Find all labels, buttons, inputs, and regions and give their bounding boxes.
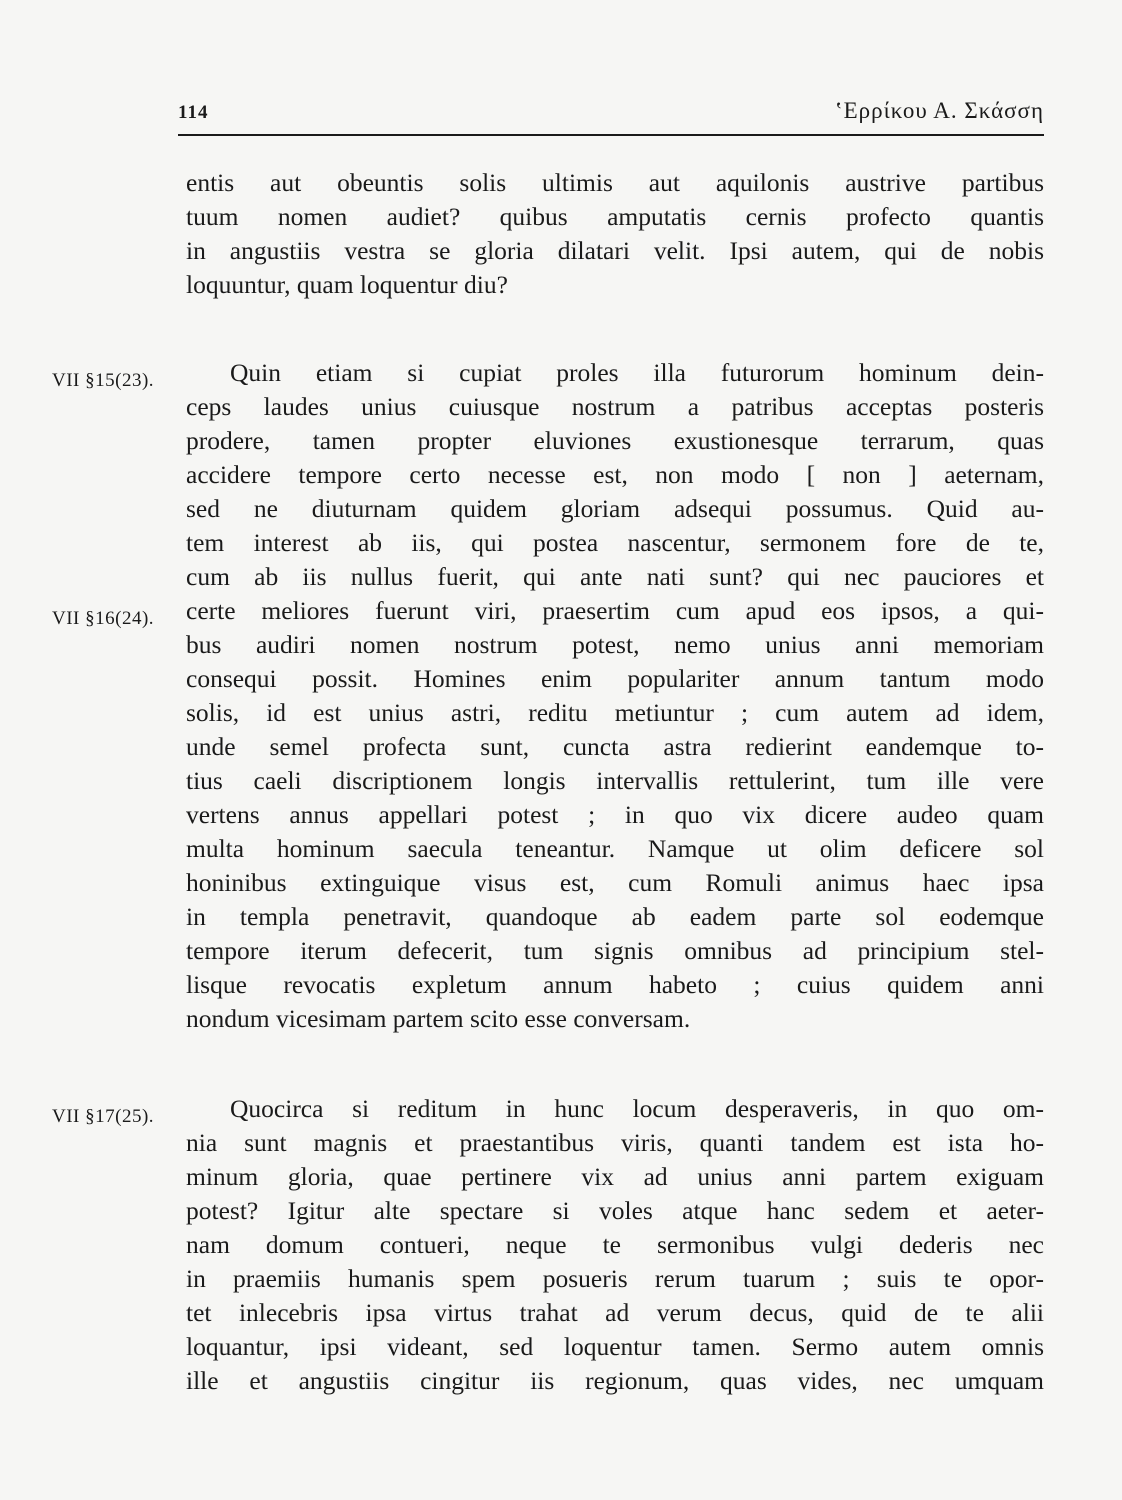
text-line: bus audiri nomen nostrum potest, nemo unius anni memoriam: [186, 630, 1044, 659]
text-line: potest? Igitur alte spectare si voles atque hanc sedem et aeter-: [186, 1196, 1044, 1225]
text-line: cum ab iis nullus fuerit, qui ante nati sunt? qui nec pauciores et: [186, 562, 1044, 591]
text-line: sed ne diuturnam quidem gloriam adsequi possumus. Quid au-: [186, 494, 1044, 523]
page-header: [178, 96, 1044, 136]
text-line: Quocirca si reditum in hunc locum desperaveris, in quo om-: [230, 1094, 1044, 1123]
text-line: accidere tempore certo necesse est, non modo [ non ] aeternam,: [186, 460, 1044, 489]
text-line: honinibus extinguique visus est, cum Romuli animus haec ipsa: [186, 868, 1044, 897]
text-line: tempore iterum defecerit, tum signis omnibus ad principium stel-: [186, 936, 1044, 965]
text-line: Quin etiam si cupiat proles illa futurorum hominum dein-: [230, 358, 1044, 387]
text-line: minum gloria, quae pertinere vix ad unius anni partem exiguam: [186, 1162, 1044, 1191]
text-line: solis, id est unius astri, reditu metiuntur ; cum autem ad idem,: [186, 698, 1044, 727]
text-line: unde semel profecta sunt, cuncta astra redierint eandemque to-: [186, 732, 1044, 761]
text-line: in praemiis humanis spem posueris rerum tuarum ; suis te opor-: [186, 1264, 1044, 1293]
text-line: consequi possit. Homines enim populariter annum tantum modo: [186, 664, 1044, 693]
text-line: multa hominum saecula teneantur. Namque ut olim deficere sol: [186, 834, 1044, 863]
text-line: nondum vicesimam partem scito esse conversam.: [186, 1004, 691, 1033]
text-line: in angustiis vestra se gloria dilatari velit. Ipsi autem, qui de nobis: [186, 236, 1044, 265]
marginal-reference: VII §17(25).: [52, 1106, 155, 1127]
text-line: ille et angustiis cingitur iis regionum, quas vides, nec umquam: [186, 1366, 1044, 1395]
text-line: lisque revocatis expletum annum habeto ; cuius quidem anni: [186, 970, 1044, 999]
text-line: tius caeli discriptionem longis intervallis rettulerint, tum ille vere: [186, 766, 1044, 795]
text-line: nam domum contueri, neque te sermonibus vulgi dederis nec: [186, 1230, 1044, 1259]
text-line: tet inlecebris ipsa virtus trahat ad verum decus, quid de te alii: [186, 1298, 1044, 1327]
text-line: certe meliores fuerunt viri, praesertim cum apud eos ipsos, a qui-: [186, 596, 1044, 625]
running-head: ʽΕρρίκου Α. Σκάσση: [834, 98, 1044, 123]
text-line: loquuntur, quam loquentur diu?: [186, 270, 508, 299]
marginal-reference: VII §16(24).: [52, 608, 155, 629]
text-line: nia sunt magnis et praestantibus viris, quanti tandem est ista ho-: [186, 1128, 1044, 1157]
text-line: prodere, tamen propter eluviones exustionesque terrarum, quas: [186, 426, 1044, 455]
text-line: entis aut obeuntis solis ultimis aut aquilonis austrive partibus: [186, 168, 1044, 197]
text-line: loquantur, ipsi videant, sed loquentur tamen. Sermo autem omnis: [186, 1332, 1044, 1361]
text-line: ceps laudes unius cuiusque nostrum a patribus acceptas posteris: [186, 392, 1044, 421]
page-number: 114: [178, 102, 209, 123]
text-line: vertens annus appellari potest ; in quo vix dicere audeo quam: [186, 800, 1044, 829]
text-line: in templa penetravit, quandoque ab eadem parte sol eodemque: [186, 902, 1044, 931]
marginal-reference: VII §15(23).: [52, 370, 155, 391]
text-line: tuum nomen audiet? quibus amputatis cernis profecto quantis: [186, 202, 1044, 231]
text-line: tem interest ab iis, qui postea nascentur, sermonem fore de te,: [186, 528, 1044, 557]
